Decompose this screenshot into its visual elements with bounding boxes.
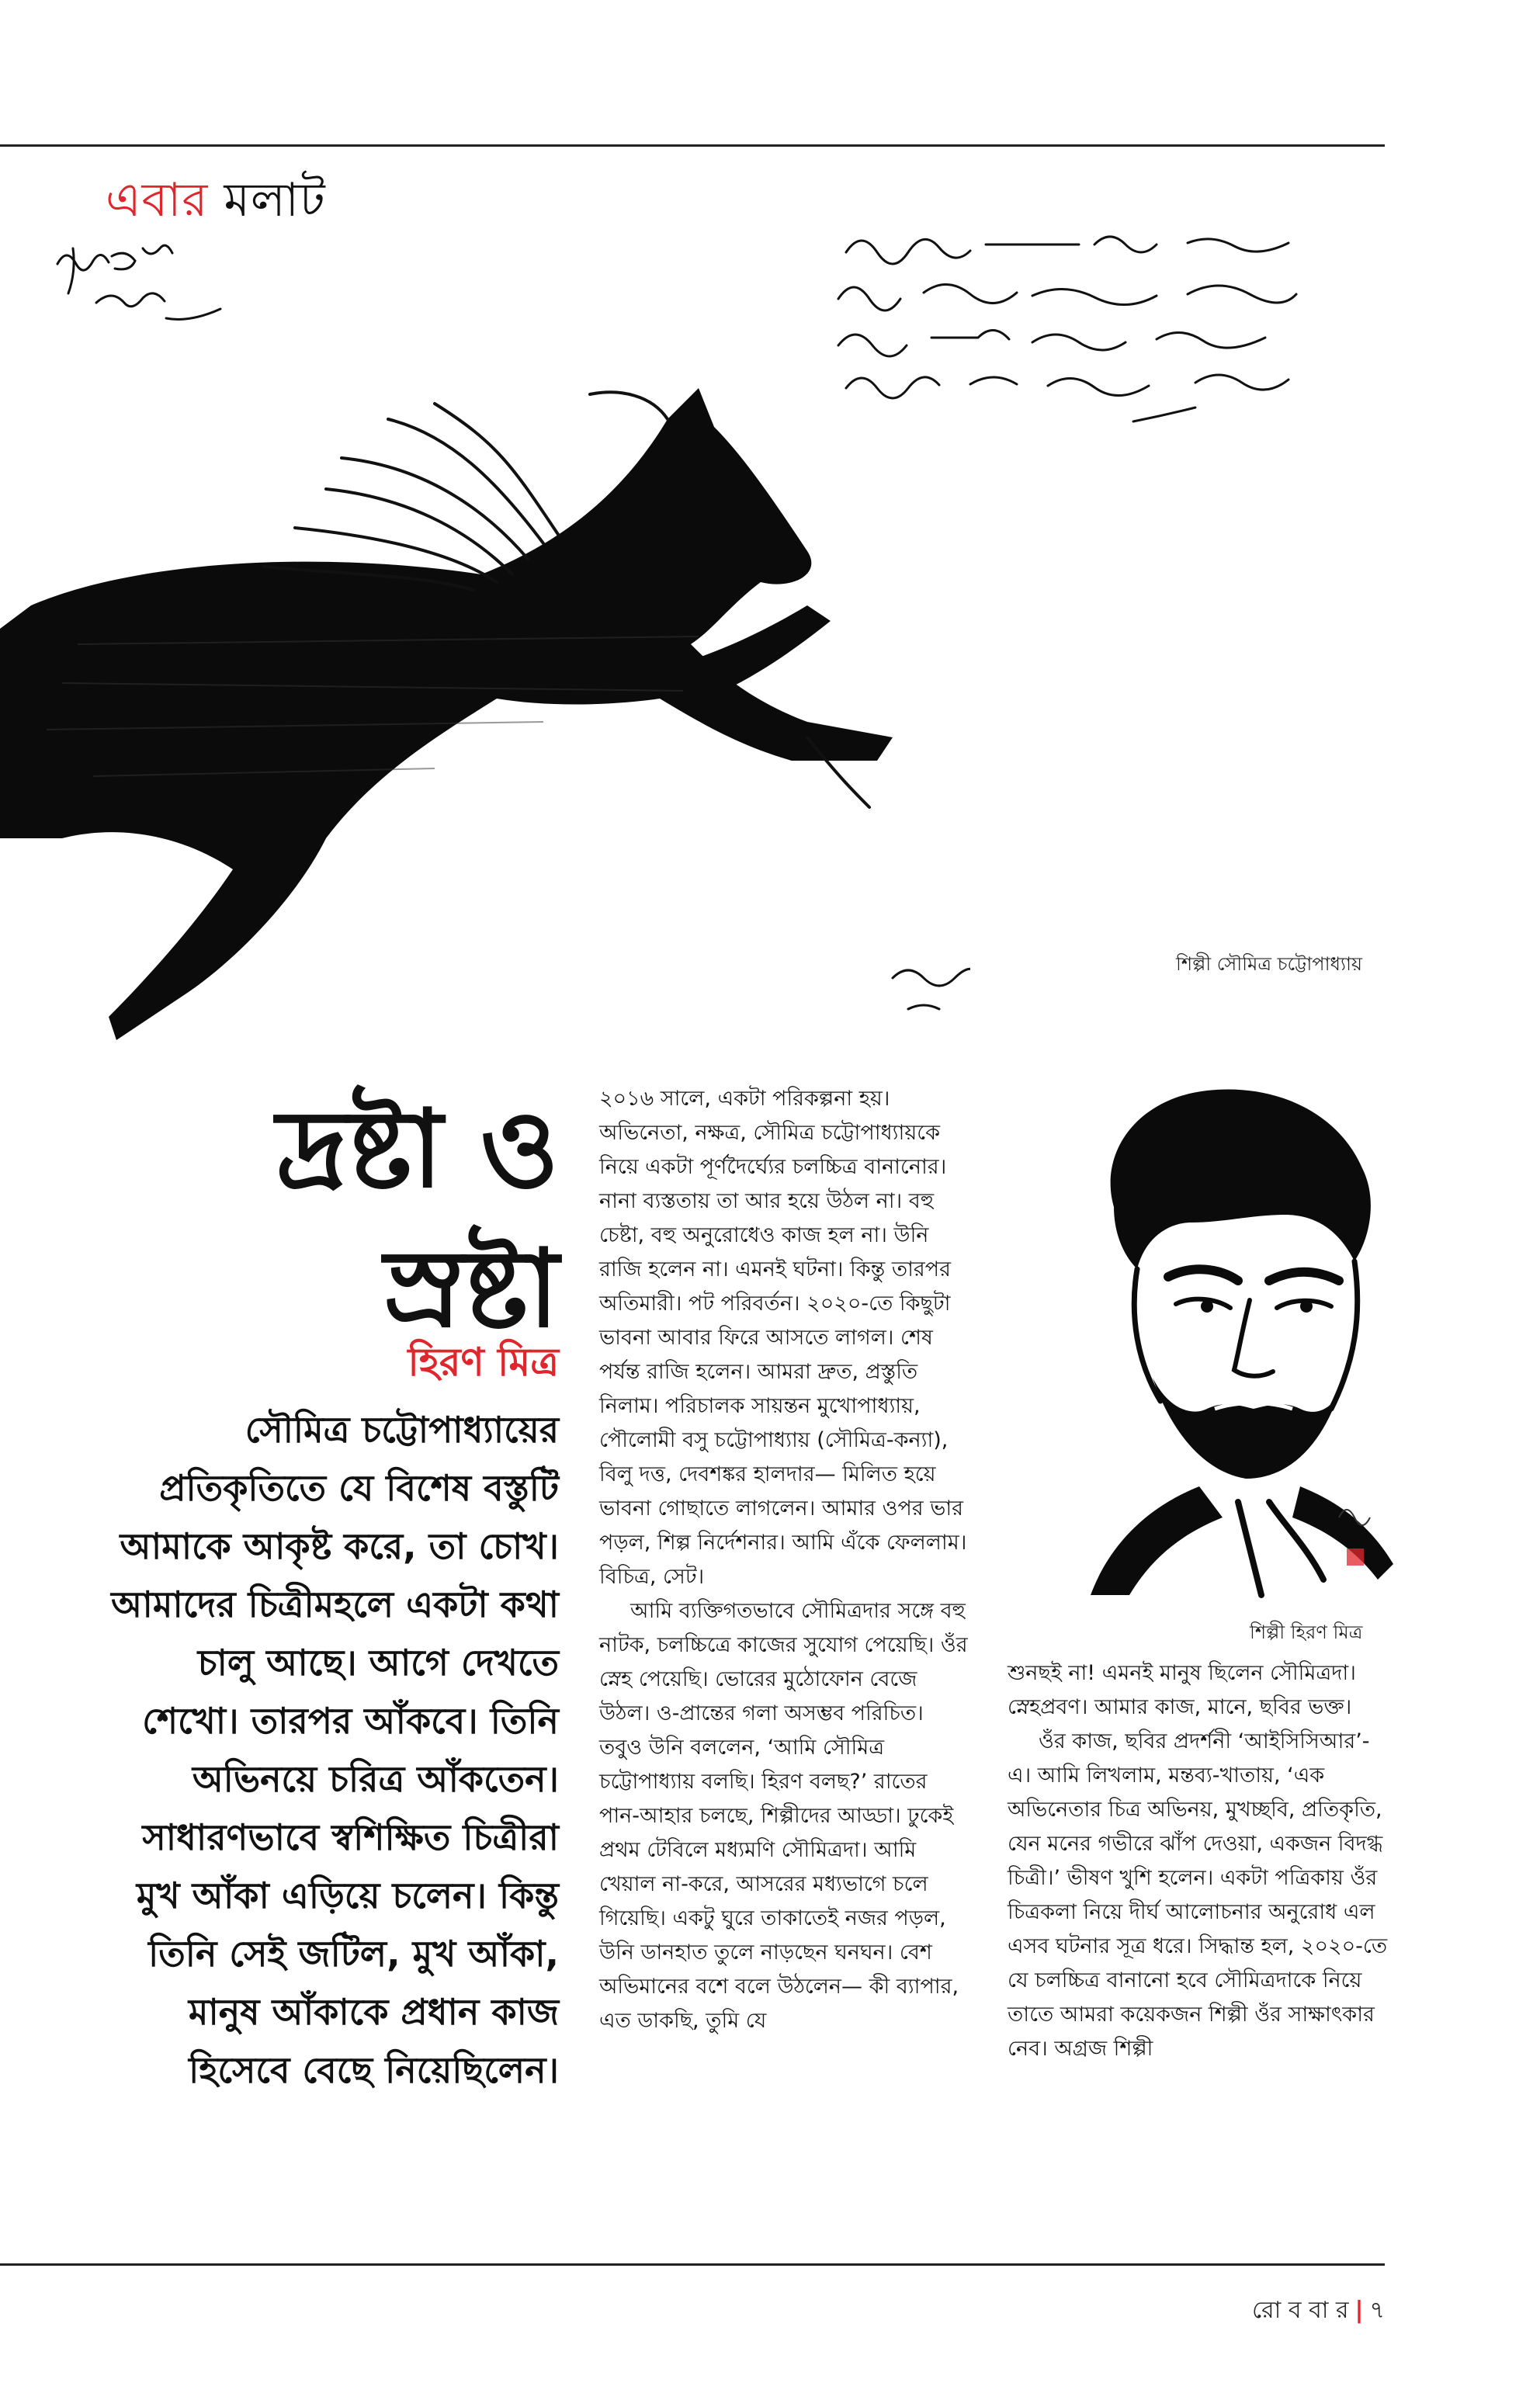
horse-caption: শিল্পী সৌমিত্র চট্টোপাধ্যায় xyxy=(1176,953,1363,975)
bottom-rule xyxy=(0,2263,1385,2266)
section-header xyxy=(106,165,326,242)
section-header-title: মলাট xyxy=(224,173,326,227)
headline-line-2: স্রষ্টা xyxy=(383,1225,559,1351)
section-header-accent: এবার xyxy=(106,173,209,227)
artist-signature-scribble xyxy=(50,233,236,342)
page-footer xyxy=(1252,2291,1385,2331)
portrait-ink-drawing xyxy=(1083,1083,1401,1611)
body-paragraph: আমি ব্যক্তিগতভাবে সৌমিত্রদার সঙ্গে বহু নাটক, চলচ্চিত্রে কাজের সুযোগ পেয়েছি। ওঁর স্নেহ পেয়েছি। ভোরের মুঠোফোন বেজে উঠল। ও-প্রান্তের গলা অসম্ভব পরিচিত। তবুও উনি বললেন, ‘আমি সৌমিত্র চট্টোপাধ্যায় বলছি। হিরণ বলছ?’ রাতের পান-আহার চলছে, শিল্পীদের আড্ডা। ঢুকেই প্রথম টেবিলে মধ্যমণি সৌমিত্রদা। আমি খেয়াল না-করে, আসরের মধ্যভাগে চলে গিয়েছি। একটু ঘুরে তাকাতেই নজর পড়ল, উনি ডানহাত তুলে নাড়ছেন ঘনঘন। বেশ অভিমানের বশে বলে উঠলেন— কী ব্যাপার, এত ডাকছি, তুমি যে xyxy=(599,1599,968,2033)
lede-paragraph: সৌমিত্র চট্টোপাধ্যায়ের প্রতিকৃতিতে যে বিশেষ বস্তুটি আমাকে আকৃষ্ট করে, তা চোখ। আমাদের চিত্রীমহলে একটা কথা চালু আছে। আগে দেখতে শেখো। তারপর আঁকবে। তিনি অভিনয়ে চরিত্র আঁকতেন। সাধারণভাবে স্বশিক্ষিত চিত্রীরা মুখ আঁকা এড়িয়ে চলেন। কিন্তু তিনি সেই জটিল, মুখ আঁকা, মানুষ আঁকাকে প্রধান কাজ হিসেবে বেছে নিয়েছিলেন। xyxy=(111,1409,559,2091)
magazine-name: রো ব বা র xyxy=(1251,2297,1349,2324)
body-paragraph: ওঁর কাজ, ছবির প্রদর্শনী ‘আইসিসিআর’-এ। আমি লিখলাম, মন্তব্য-খাতায়, ‘এক অভিনেতার চিত্র অভিনয়, মুখচ্ছবি, প্রতিকৃতি, যেন মনের গভীরে ঝাঁপ দেওয়া, একজন বিদগ্ধ চিত্রী।’ ভীষণ খুশি হলেন। একটা পত্রিকায় ওঁর চিত্রকলা নিয়ে দীর্ঘ আলোচনার অনুরোধ এল এসব ঘটনার সূত্র ধরে। সিদ্ধান্ত হল, ২০২০-তে যে চলচ্চিত্র বানানো হবে সৌমিত্রদাকে নিয়ে তাতে আমরা কয়েকজন শিল্পী ওঁর সাক্ষাৎকার নেব। অগ্রজ শিল্পী xyxy=(1008,1729,1388,2061)
body-paragraph: ২০১৬ সালে, একটা পরিকল্পনা হয়। অভিনেতা, নক্ষত্র, সৌমিত্র চট্টোপাধ্যায়কে নিয়ে একটা পূর্ণদৈর্ঘ্যের চলচ্চিত্র বানানোর। নানা ব্যস্ততায় তা আর হয়ে উঠল না। বহু চেষ্টা, বহু অনুরোধেও কাজ হল না। উনি রাজি হলেন না। এমনই ঘটনা। কিন্তু তারপর অতিমারী। পট পরিবর্তন। ২০২০-তে কিছুটা ভাবনা আবার ফিরে আসতে লাগল। শেষ পর্যন্ত রাজি হলেন। আমরা দ্রুত, প্রস্তুতি নিলাম। পরিচালক সায়ন্তন মুখোপাধ্যায়, পৌলোমী বসু চট্টোপাধ্যায় (সৌমিত্র-কন্যা), বিলু দত্ত, দেবশঙ্কর হালদার— মিলিত হয়ে ভাবনা গোছাতে লাগলেন। আমার ওপর ভার পড়ল, শিল্প নির্দেশনার। আমি এঁকে ফেললাম। বিচিত্র, সেট। xyxy=(599,1087,967,1589)
headline xyxy=(194,1079,559,1358)
headline-line-1: দ্রষ্টা ও xyxy=(276,1085,559,1212)
body-column-2 xyxy=(1008,1656,1388,2066)
body-paragraph: শুনছই না! এমনই মানুষ ছিলেন সৌমিত্রদা। স্নেহপ্রবণ। আমার কাজ, মানে, ছবির ভক্ত। xyxy=(1008,1661,1356,1719)
top-rule xyxy=(0,144,1385,147)
body-column-1 xyxy=(599,1082,972,2038)
page-number: ৭ xyxy=(1369,2297,1385,2324)
byline: হিরণ মিত্র xyxy=(408,1340,559,1385)
horse-ink-drawing xyxy=(0,373,970,1056)
footer-separator: | xyxy=(1354,2297,1364,2324)
portrait-caption: শিল্পী হিরণ মিত্র xyxy=(1250,1621,1363,1643)
